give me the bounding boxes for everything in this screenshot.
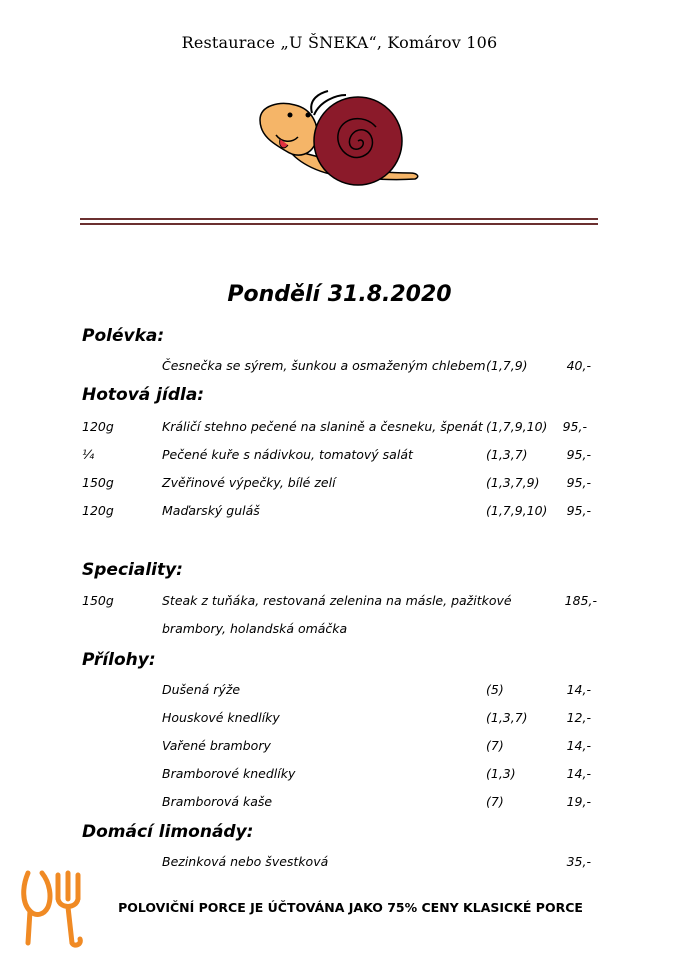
menu-item: [0, 854, 679, 874]
item-allergens: (1,3,7): [486, 447, 528, 462]
item-quantity: ¼: [82, 447, 95, 462]
snail-icon: [250, 85, 425, 193]
section-title-sides: Přílohy:: [82, 650, 156, 670]
item-allergens: (7): [486, 794, 504, 809]
item-price: 14,-: [566, 682, 591, 697]
menu-item: [0, 593, 679, 613]
item-price: 12,-: [566, 710, 591, 725]
item-allergens: (1,7,9,10): [486, 503, 548, 518]
day-title: Pondělí 31.8.2020: [227, 282, 452, 307]
item-quantity: 150g: [82, 593, 114, 608]
menu-item: [0, 794, 679, 814]
section-title-soup: Polévka:: [82, 326, 165, 346]
divider-bottom: [80, 223, 598, 225]
menu-item: [0, 358, 679, 378]
menu-item: [0, 447, 679, 467]
item-price: 35,-: [566, 854, 591, 869]
item-name: Dušená rýže: [162, 682, 241, 697]
item-price: 95,-: [566, 447, 591, 462]
item-price: 95,-: [566, 503, 591, 518]
item-allergens: (5): [486, 682, 504, 697]
section-title-specialties: Speciality:: [82, 560, 183, 580]
section-title-lemonades: Domácí limonády:: [82, 822, 254, 842]
item-allergens: (1,3,7,9): [486, 475, 540, 490]
item-quantity: 150g: [82, 475, 114, 490]
item-price: 14,-: [566, 766, 591, 781]
menu-item: [0, 710, 679, 730]
item-allergens: (1,7,9): [486, 358, 528, 373]
item-name: Bezinková nebo švestková: [162, 854, 329, 869]
menu-item: [0, 682, 679, 702]
item-price: 40,-: [566, 358, 591, 373]
menu-item: [0, 475, 679, 495]
restaurant-header: Restaurace „U ŠNEKA“, Komárov 106: [181, 33, 498, 52]
item-name: Vařené brambory: [162, 738, 271, 753]
menu-item: [0, 419, 679, 439]
item-allergens: (1,3,7): [486, 710, 528, 725]
item-name: Bramborová kaše: [162, 794, 273, 809]
item-name: Steak z tuňáka, restovaná zelenina na másle, pažitkové: [162, 593, 512, 608]
item-price: 185,-: [564, 593, 597, 608]
menu-item: [0, 503, 679, 523]
item-allergens: (1,7,9,10): [486, 419, 548, 434]
item-name-line2: brambory, holandská omáčka: [162, 621, 348, 636]
item-price: 14,-: [566, 738, 591, 753]
divider-top: [80, 218, 598, 220]
item-allergens: (1,3): [486, 766, 516, 781]
item-quantity: 120g: [82, 503, 114, 518]
item-quantity: 120g: [82, 419, 114, 434]
menu-item: [0, 738, 679, 758]
item-name: Houskové knedlíky: [162, 710, 280, 725]
item-price: 95,-: [562, 419, 587, 434]
item-name: Zvěřinové výpečky, bílé zelí: [162, 475, 336, 490]
item-price: 95,-: [566, 475, 591, 490]
menu-item: [0, 766, 679, 786]
item-name: Maďarský guláš: [162, 503, 260, 518]
item-allergens: (7): [486, 738, 504, 753]
half-portion-note: POLOVIČNÍ PORCE JE ÚČTOVÁNA JAKO 75% CENY KLASICKÉ PORCE: [118, 900, 583, 915]
menu-item-continuation: [0, 621, 679, 641]
item-name: Bramborové knedlíky: [162, 766, 296, 781]
section-title-main-dishes: Hotová jídla:: [82, 385, 205, 405]
item-name: Česnečka se sýrem, šunkou a osmaženým chlebem: [162, 358, 486, 373]
item-name: Králičí stehno pečené na slanině a česneku, špenát: [162, 419, 483, 434]
item-price: 19,-: [566, 794, 591, 809]
item-name: Pečené kuře s nádivkou, tomatový salát: [162, 447, 413, 462]
